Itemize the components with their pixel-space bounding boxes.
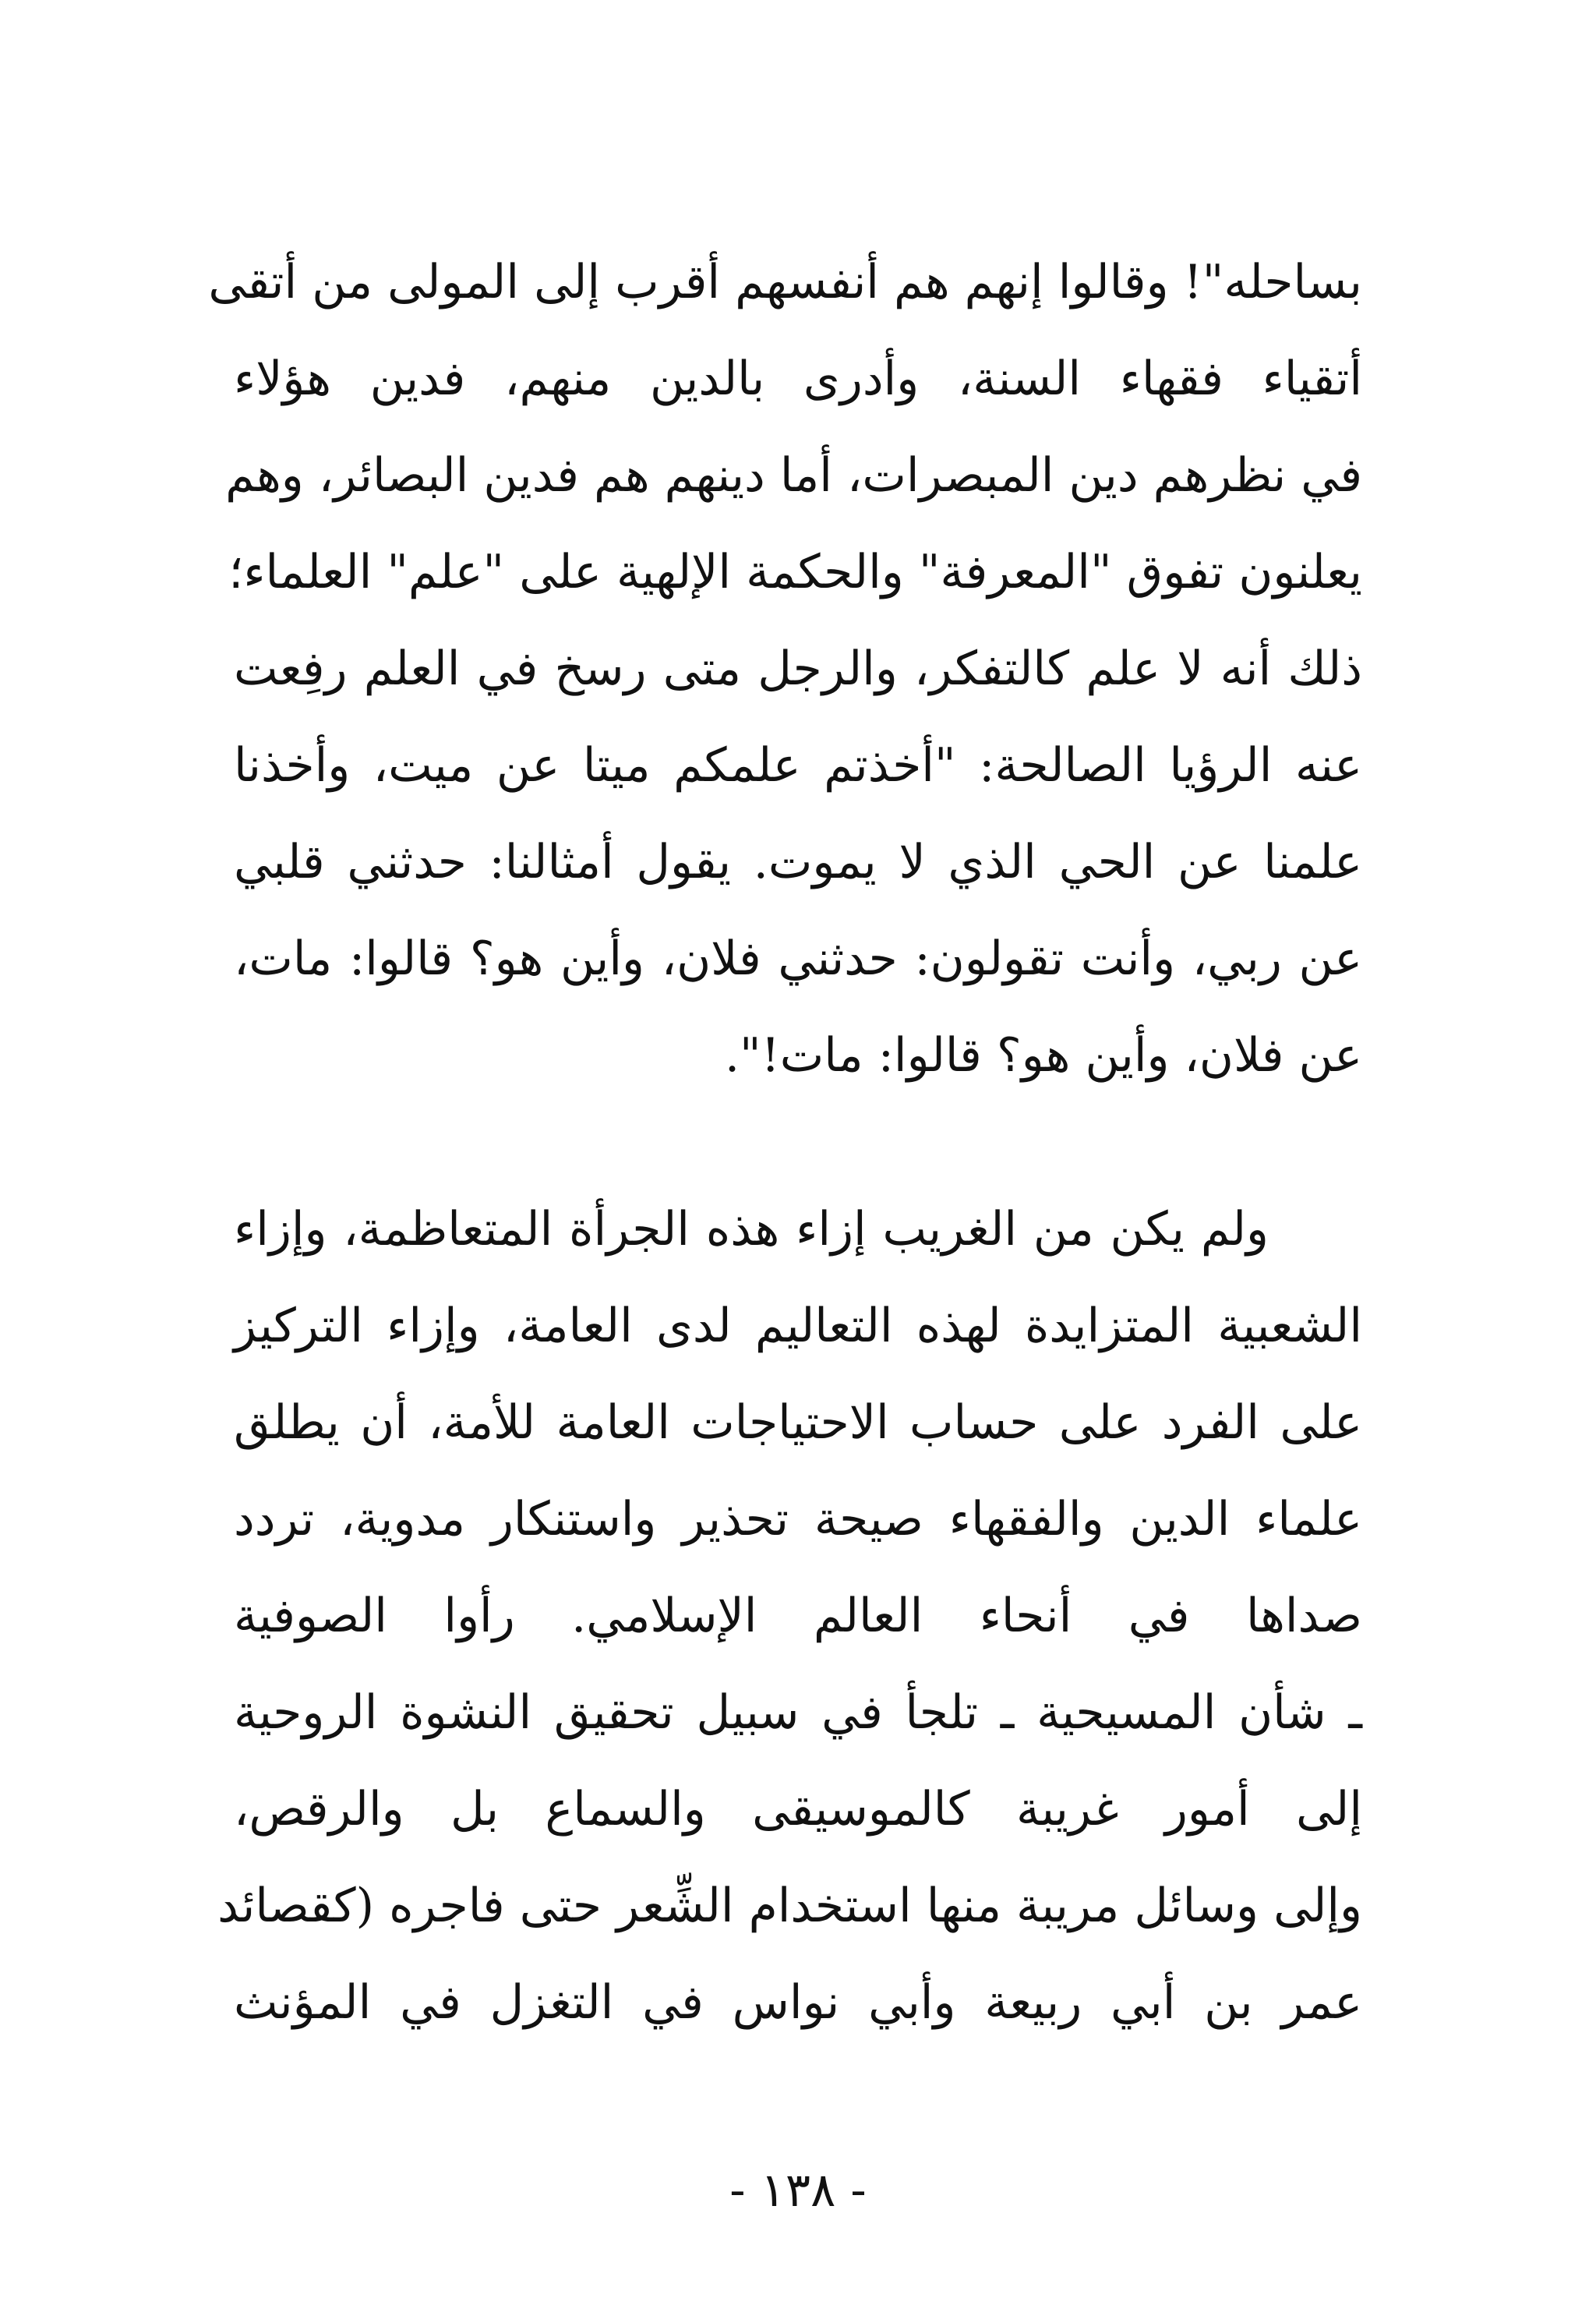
text-line: على الفرد على حساب الاحتياجات العامة للأمة، أن يطلق xyxy=(234,1395,1362,1450)
text-line: عمر بن أبي ربيعة وأبي نواس في التغزل في المؤنث xyxy=(234,1975,1362,2030)
text-line: بساحله"! وقالوا إنهم هم أنفسهم أقرب إلى المولى من أتقى xyxy=(208,255,1362,309)
text-line: علماء الدين والفقهاء صيحة تحذير واستنكار مدوية، تردد xyxy=(234,1492,1362,1547)
page-number: - ١٣٨ - xyxy=(729,2163,867,2218)
text-line: أتقياء فقهاء السنة، وأدرى بالدين منهم، فدين هؤلاء xyxy=(234,352,1362,406)
paragraph-1 xyxy=(208,234,1362,1104)
text-line: إلى أمور غريبة كالموسيقى والسماع بل والرقص، xyxy=(234,1782,1362,1837)
text-line: عن ربي، وأنت تقولون: حدثني فلان، وأين هو؟ قالوا: مات، xyxy=(234,932,1362,986)
text-line: في نظرهم دين المبصرات، أما دينهم هم فدين البصائر، وهم xyxy=(225,448,1362,503)
text-line: الشعبية المتزايدة لهذه التعاليم لدى العامة، وإزاء التركيز xyxy=(234,1299,1362,1353)
text-line: ـ شأن المسيحية ـ تلجأ في سبيل تحقيق النشوة الروحية xyxy=(234,1685,1362,1740)
paragraph-2 xyxy=(217,1181,1362,2051)
text-line: صداها في أنحاء العالم الإسلامي. رأوا الصوفية xyxy=(234,1589,1362,1643)
text-line: عن فلان، وأين هو؟ قالوا: مات!". xyxy=(724,1028,1362,1083)
text-line: عنه الرؤيا الصالحة: "أخذتم علمكم ميتا عن ميت، وأخذنا xyxy=(234,738,1362,793)
text-line: ذلك أنه لا علم كالتفكر، والرجل متى رسخ في العلم رفِعت xyxy=(234,642,1362,696)
text-line: يعلنون تفوق "المعرفة" والحكمة الإلهية على "علم" العلماء؛ xyxy=(228,545,1362,599)
text-line: وإلى وسائل مريبة منها استخدام الشِّعر حتى فاجره (كقصائد xyxy=(217,1879,1362,1933)
text-line: ولم يكن من الغريب إزاء هذه الجرأة المتعاظمة، وإزاء xyxy=(234,1202,1269,1257)
text-line: علمنا عن الحي الذي لا يموت. يقول أمثالنا: حدثني قلبي xyxy=(234,835,1362,889)
